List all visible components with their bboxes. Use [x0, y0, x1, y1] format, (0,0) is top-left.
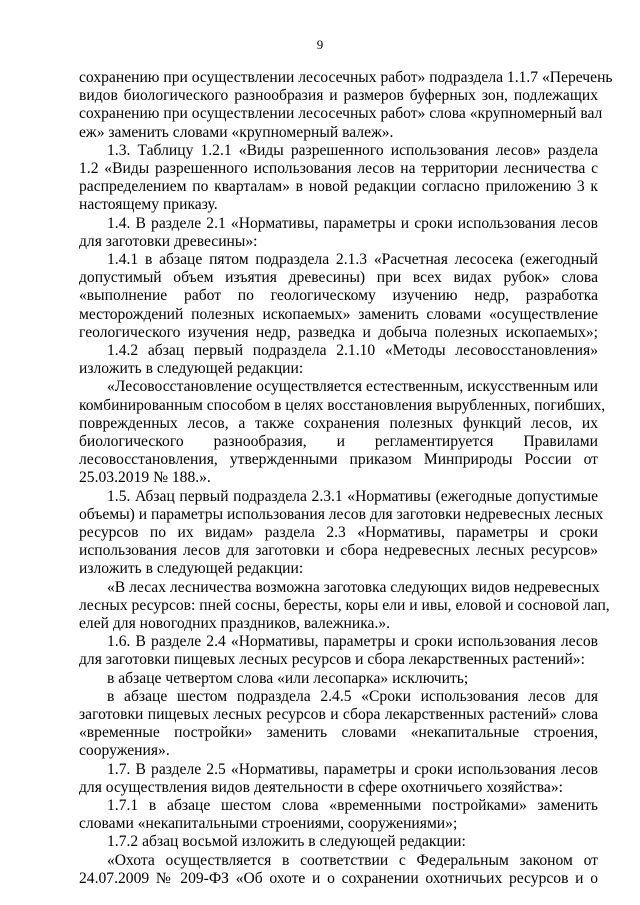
- text-line: использования лесов для заготовки и сбора недревесных лесных ресурсов»: [79, 542, 598, 560]
- text-line: «В лесах лесничества возможна заготовка следующих видов недревесных: [107, 578, 600, 596]
- text-line: изложить в следующей редакции:: [79, 560, 304, 578]
- text-line: 1.4. В разделе 2.1 «Нормативы, параметры и сроки использования лесов: [107, 214, 598, 232]
- text-line: 1.4.2 абзац первый подраздела 2.1.10 «Методы лесовосстановления»: [107, 342, 598, 359]
- text-line: словами «некапитальными строениями, сооружениями»;: [79, 815, 458, 833]
- text-line: 1.7.2 абзац восьмой изложить в следующей редакции:: [107, 833, 466, 851]
- text-line: допустимый объем изъятия древесины) при всех видах рубок» слова: [79, 269, 598, 287]
- text-line: 1.7. В разделе 2.5 «Нормативы, параметры и сроки использования лесов: [107, 760, 598, 778]
- text-line: сохранению при осуществлении лесосечных работ» слова «крупномерный вал: [79, 105, 603, 123]
- text-line: «временные постройки» заменить словами «некапитальные строения,: [79, 724, 598, 742]
- text-line: 1.4.1 в абзаце пятом подраздела 2.1.3 «Расчетная лесосека (ежегодный: [107, 251, 598, 268]
- text-line: в абзаце четвертом слова «или лесопарка» исключить;: [107, 669, 469, 687]
- text-line: заготовки пищевых лесных ресурсов и сбора лекарственных растений» слова: [79, 706, 598, 723]
- text-line: 24.07.2009 № 209-ФЗ «Об охоте и о сохранении охотничьих ресурсов и о: [79, 869, 598, 887]
- text-line: изложить в следующей редакции:: [79, 360, 304, 378]
- text-line: сооружения».: [79, 742, 170, 760]
- text-line: биологического разнообразия, и регламентируется Правилами: [79, 433, 598, 450]
- text-line: 1.5. Абзац первый подраздела 2.3.1 «Нормативы (ежегодные допустимые: [107, 487, 598, 505]
- text-line: «Лесовосстановление осуществляется естественным, искусственным или: [107, 378, 598, 396]
- text-line: 1.2 «Виды разрешенного использования лесов на территории лесничества с: [79, 160, 598, 177]
- text-line: месторождений полезных ископаемых» заменить словами «осуществление: [79, 305, 598, 323]
- text-line: лесных ресурсов: пней сосны, бересты, коры ели и ивы, еловой и сосновой лап,: [79, 596, 610, 614]
- text-line: «выполнение работ по геологическому изучению недр, разработка: [79, 287, 598, 305]
- text-line: для осуществления видов деятельности в сфере охотничьего хозяйства»:: [79, 778, 563, 796]
- text-line: еж» заменить словами «крупномерный валеж».: [79, 123, 394, 141]
- text-line: в абзаце шестом подраздела 2.4.5 «Сроки использования лесов для: [107, 687, 598, 705]
- text-line: комбинированным способом в целях восстановления вырубленных, погибших,: [79, 396, 606, 414]
- page-number: 9: [316, 37, 324, 52]
- text-line: 1.3. Таблицу 1.2.1 «Виды разрешенного использования лесов» раздела: [107, 141, 598, 159]
- text-line: ресурсов по их видам» раздела 2.3 «Нормативы, параметры и сроки: [79, 524, 598, 541]
- text-line: видов биологического разнообразия и размеров буферных зон, подлежащих: [79, 87, 598, 105]
- text-line: распределением по кварталам» в новой редакции согласно приложению 3 к: [79, 178, 598, 196]
- text-line: «Охота осуществляется в соответствии с Федеральным законом от: [107, 851, 598, 869]
- text-line: 1.6. В разделе 2.4 «Нормативы, параметры и сроки использования лесов: [107, 633, 598, 651]
- text-line: 1.7.1 в абзаце шестом слова «временными постройками» заменить: [107, 797, 598, 814]
- text-line: для заготовки пищевых лесных ресурсов и сбора лекарственных растений»:: [79, 651, 585, 669]
- text-line: поврежденных лесов, а также сохранения полезных функций лесов, их: [79, 414, 598, 432]
- text-line: геологического изучения недр, разведка и добыча полезных ископаемых»;: [79, 323, 598, 341]
- text-line: для заготовки древесины»:: [79, 232, 258, 250]
- text-line: сохранению при осуществлении лесосечных работ» подраздела 1.1.7 «Перечень: [79, 69, 613, 86]
- text-line: настоящему приказу.: [79, 196, 218, 214]
- text-line: лесовосстановления, утвержденными приказом Минприроды России от: [79, 451, 598, 469]
- text-line: объемы) и параметры использования лесов для заготовки недревесных лесных: [79, 505, 604, 523]
- text-line: 25.03.2019 № 188.».: [79, 469, 211, 487]
- text-line: елей для новогодних праздников, валежника.».: [79, 615, 391, 632]
